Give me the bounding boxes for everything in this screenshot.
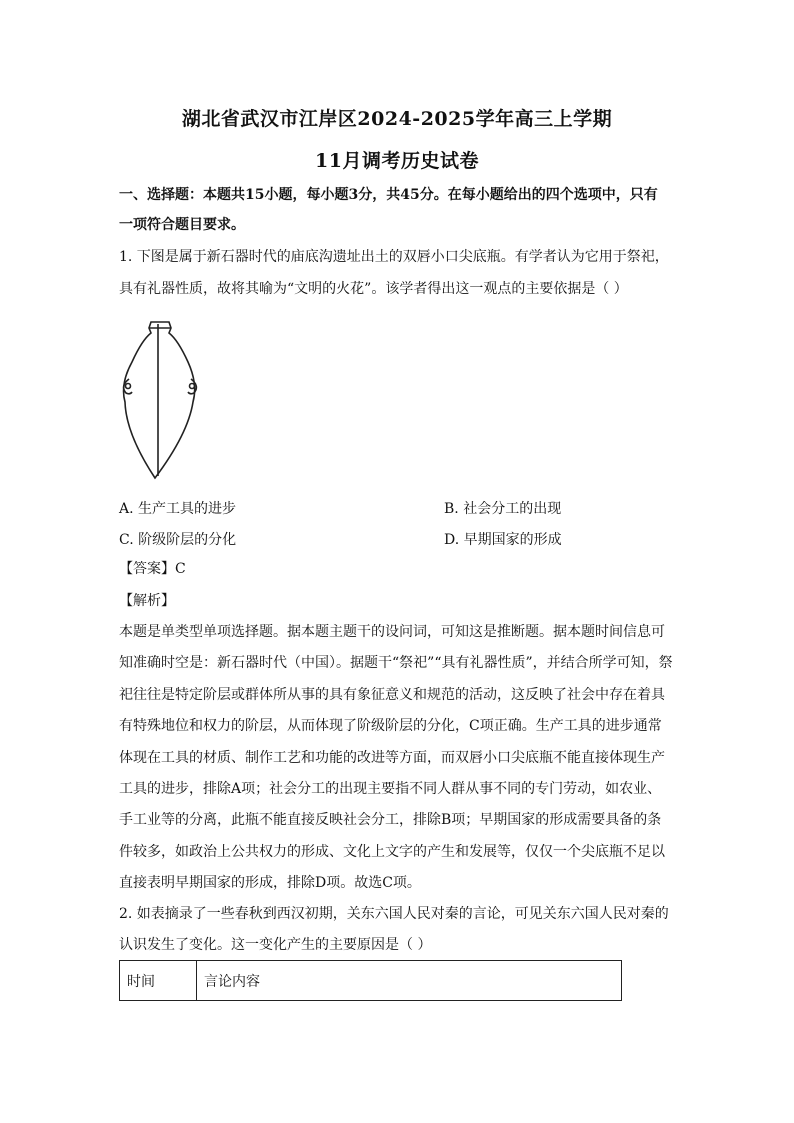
q1-analysis-line: 直接表明早期国家的形成，排除D项。故选C项。 <box>119 875 421 891</box>
pointed-bottom-bottle-illustration <box>118 316 208 482</box>
q1-analysis-line: 手工业等的分离，此瓶不能直接反映社会分工，排除B项；早期国家的形成需要具备的条 <box>119 812 662 828</box>
table-header-time: 时间 <box>120 961 197 1001</box>
table-header-content: 言论内容 <box>197 961 622 1001</box>
q1-analysis-line: 祀往往是特定阶层或群体所从事的具有象征意义和规范的活动，这反映了社会中存在着具 <box>119 687 665 703</box>
q1-analysis-line: 知准确时空是：新石器时代（中国）。据题干“祭祀”“具有礼器性质”，并结合所学可知，祭 <box>119 655 673 671</box>
q1-analysis-line: 有特殊地位和权力的阶层，从而体现了阶级阶层的分化，C项正确。生产工具的进步通常 <box>119 718 662 734</box>
q1-stem-line1: 1. 下图是属于新石器时代的庙底沟遗址出土的双唇小口尖底瓶。有学者认为它用于祭祀， <box>119 249 669 265</box>
q1-analysis-heading: 【解析】 <box>119 593 175 609</box>
exam-title-line2: 11月调考历史试卷 <box>315 150 479 172</box>
q1-stem-line2: 具有礼器性质，故将其喻为“文明的火花”。该学者得出这一观点的主要依据是（ ） <box>119 281 628 297</box>
q1-analysis-line: 本题是单类型单项选择题。据本题主题干的设问词，可知这是推断题。据本题时间信息可 <box>119 624 665 640</box>
q1-analysis-line: 件较多，如政治上公共权力的形成、文化上文字的产生和发展等，仅仅一个尖底瓶不足以 <box>119 844 665 860</box>
q1-option-c: C. 阶级阶层的分化 <box>119 532 237 548</box>
q2-stem-line2: 认识发生了变化。这一变化产生的主要原因是（ ） <box>119 937 432 953</box>
q1-option-d: D. 早期国家的形成 <box>444 532 562 548</box>
q1-analysis-line: 工具的进步，排除A项；社会分工的出现主要指不同人群从事不同的专门劳动，如农业、 <box>119 781 662 797</box>
exam-title-line1: 湖北省武汉市江岸区2024-2025学年高三上学期 <box>181 108 613 130</box>
section-instruction-line1: 一、选择题：本题共15小题，每小题3分，共45分。在每小题给出的四个选项中，只有 <box>119 187 658 203</box>
table-header-row <box>120 961 622 1001</box>
q1-analysis-line: 体现在工具的材质、制作工艺和功能的改进等方面，而双唇小口尖底瓶不能直接体现生产 <box>119 750 665 766</box>
q2-stem-line1: 2. 如表摘录了一些春秋到西汉初期，关东六国人民对秦的言论，可见关东六国人民对秦的 <box>119 906 669 922</box>
q1-option-a: A. 生产工具的进步 <box>119 501 237 517</box>
q2-table <box>119 960 622 1001</box>
q1-answer: 【答案】C <box>119 561 186 577</box>
section-instruction-line2: 一项符合题目要求。 <box>119 217 245 233</box>
q1-option-b: B. 社会分工的出现 <box>444 501 562 517</box>
